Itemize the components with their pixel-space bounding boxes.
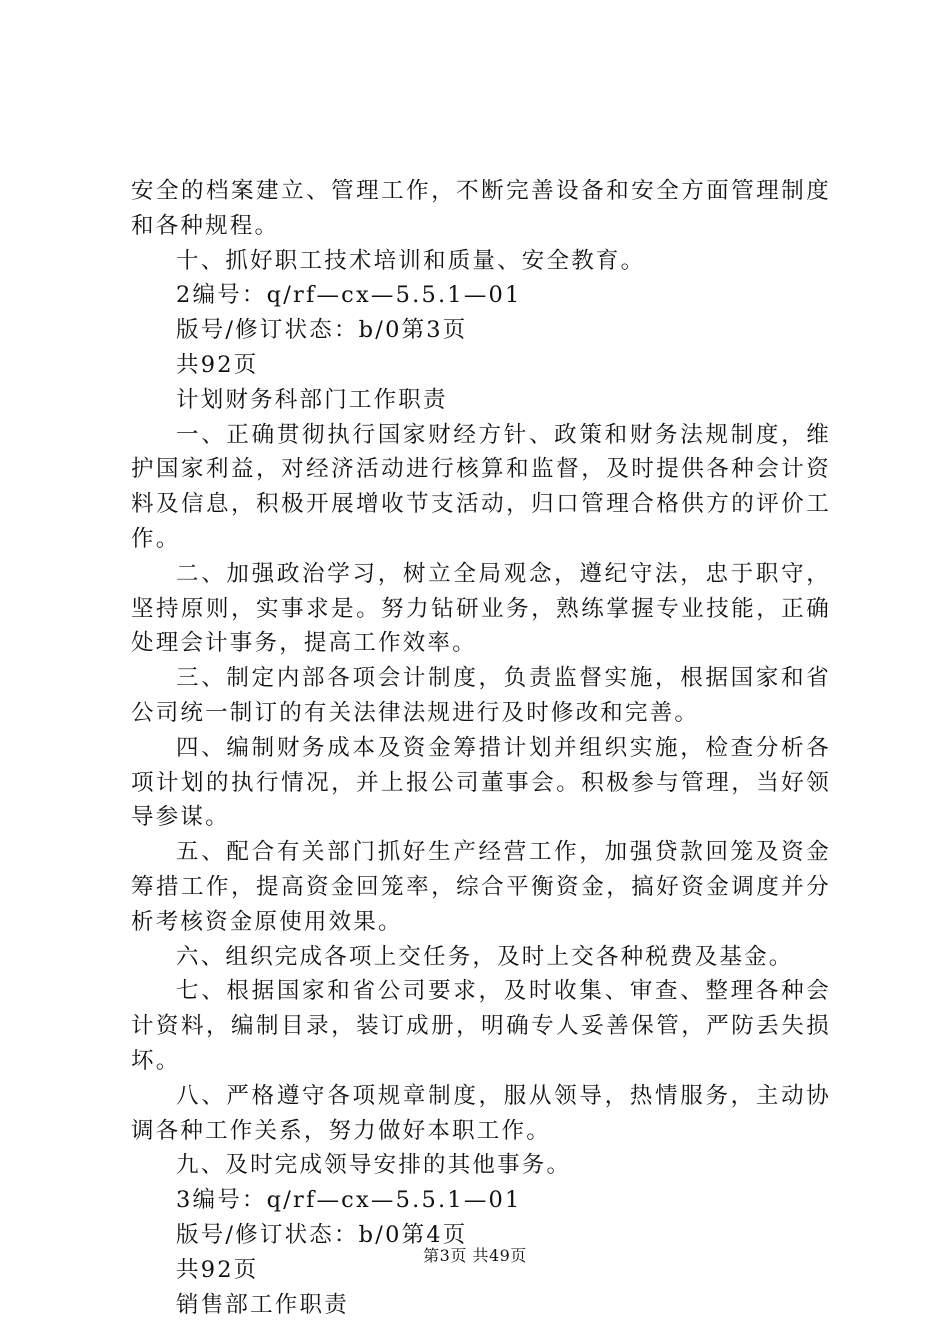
paragraph: 一、正确贯彻执行国家财经方针、政策和财务法规制度，维护国家利益，对经济活动进行核算和监督，及时提供各种会计资料及信息，积极开展增收节支活动，归口管理合格供方的评价工作。 [131, 421, 831, 552]
paragraph: 三、制定内部各项会计制度，负责监督实施，根据国家和省公司统一制订的有关法律法规进行及时修改和完善。 [131, 665, 831, 726]
version-line: 版号/修订状态：b/0第3页 [176, 317, 468, 344]
section-heading: 计划财务科部门工作职责 [176, 386, 448, 413]
document-code-line: 2编号：q/rf—cx—5.5.1—01 [176, 282, 522, 309]
paragraph: 十、抓好职工技术培训和质量、安全教育。 [176, 247, 646, 274]
total-pages-line: 共92页 [176, 351, 259, 378]
paragraph: 七、根据国家和省公司要求，及时收集、审查、整理各种会计资料，编制目录，装订成册，明确专人妥善保管，严防丢失损坏。 [131, 978, 831, 1074]
paragraph: 八、严格遵守各项规章制度，服从领导，热情服务，主动协调各种工作关系，努力做好本职工作。 [131, 1082, 831, 1144]
version-line: 版号/修订状态：b/0第4页 [176, 1221, 468, 1248]
paragraph: 二、加强政治学习，树立全局观念，遵纪守法，忠于职守，坚持原则，实事求是。努力钻研业务，熟练掌握专业技能，正确处理会计事务，提高工作效率。 [131, 560, 831, 657]
page-footer: 第3页 共49页 [423, 1246, 527, 1265]
paragraph: 四、编制财务成本及资金筹措计划并组织实施，检查分析各项计划的执行情况，并上报公司董事会。积极参与管理，当好领导参谋。 [131, 734, 831, 831]
paragraph: 六、组织完成各项上交任务，及时上交各种税费及基金。 [176, 943, 794, 970]
section-heading: 销售部工作职责 [176, 1291, 349, 1318]
document-code-line: 3编号：q/rf—cx—5.5.1—01 [176, 1187, 522, 1214]
paragraph: 五、配合有关部门抓好生产经营工作，加强贷款回笼及资金筹措工作，提高资金回笼率，综合平衡资金，搞好资金调度并分析考核资金原使用效果。 [131, 839, 831, 935]
total-pages-line: 共92页 [176, 1256, 259, 1283]
document-body [131, 174, 831, 1322]
paragraph: 安全的档案建立、管理工作，不断完善设备和安全方面管理制度和各种规程。 [131, 178, 831, 239]
paragraph: 九、及时完成领导安排的其他事务。 [176, 1152, 572, 1179]
